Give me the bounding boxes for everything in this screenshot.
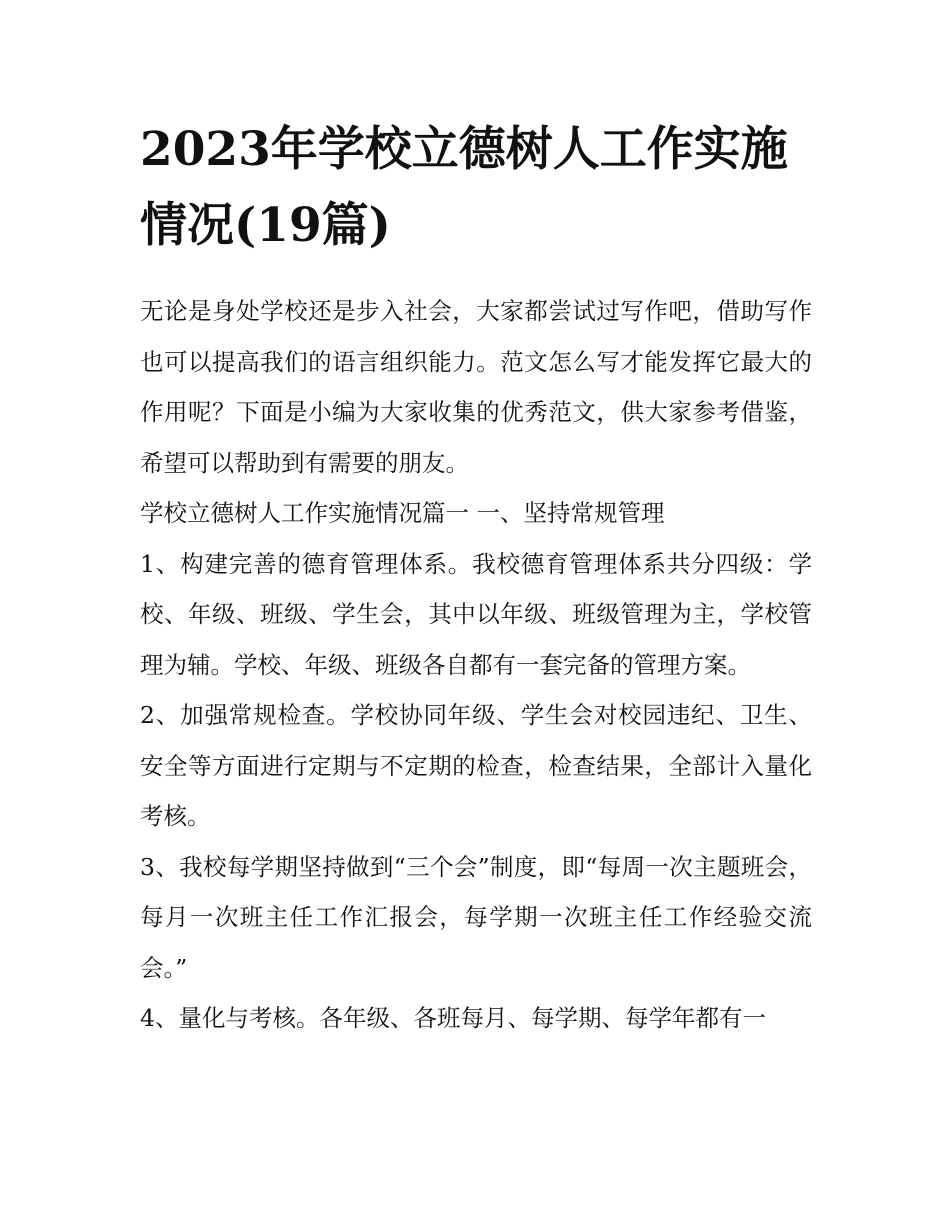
item-3-paragraph: 3、我校每学期坚持做到“三个会”制度，即“每周一次主题班会，每月一次班主任工作汇报会，每学期一次班主任工作经验交流会。” [140,852,812,982]
item-1-paragraph: 1、构建完善的德育管理体系。我校德育管理体系共分四级：学校、年级、班级、学生会，其中以年级、班级管理为主，学校管理为辅。学校、年级、班级各自都有一套完备的管理方案。 [140,549,812,679]
document-page [140,112,812,1044]
section-heading: 学校立德树人工作实施情况篇一 一、坚持常规管理 [140,499,665,527]
item-2-paragraph: 2、加强常规检查。学校协同年级、学生会对校园违纪、卫生、安全等方面进行定期与不定期的检查，检查结果，全部计入量化考核。 [140,701,812,830]
item-4-paragraph: 4、量化与考核。各年级、各班每月、每学期、每学年都有一 [140,1004,766,1032]
document-title: 2023年学校立德树人工作实施情况(19篇) [140,122,788,253]
intro-paragraph: 无论是身处学校还是步入社会，大家都尝试过写作吧，借助写作也可以提高我们的语言组织能力。范文怎么写才能发挥它最大的作用呢？下面是小编为大家收集的优秀范文，供大家参考借鉴，希望可以帮助到有需要的朋友。 [140,297,812,477]
